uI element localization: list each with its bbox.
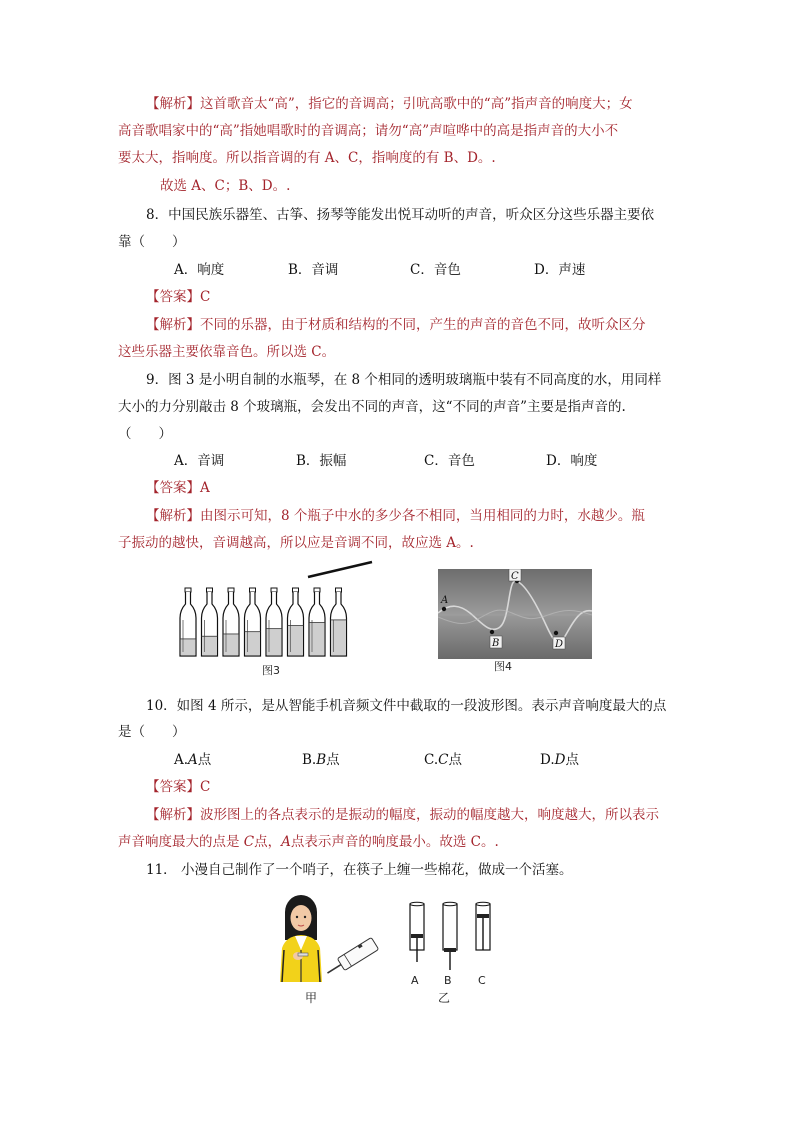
q10-answer: 【答案】C [146, 779, 211, 795]
q8-option-c: C．音色 [410, 262, 461, 278]
label-jia: 甲 [305, 991, 318, 1005]
q11-stem: 11． 小漫自己制作了一个哨子，在筷子上缠一些棉花，做成一个活塞。 [146, 862, 573, 878]
piston [411, 934, 423, 938]
bottle [180, 588, 196, 656]
q7-analysis-line-1: 【解析】这首歌音太“高”，指它的音调高；引吭高歌中的“高”指声音的响度大；女 [146, 96, 633, 112]
girl-eye-left [296, 916, 298, 918]
figure-4-waveform [438, 569, 592, 659]
chopstick [327, 965, 341, 973]
q9-stem-line-3: （ ） [118, 426, 172, 442]
q7-conclusion: 故选 A、C；B、D。. [160, 178, 291, 194]
q8-option-d: D．声速 [534, 262, 586, 278]
figure-jia-girl-with-whistle [276, 890, 386, 986]
bottle [266, 588, 282, 656]
q8-analysis-line-2: 这些乐器主要依靠音色。所以选 C。 [118, 344, 336, 360]
q9-option-c: C．音色 [424, 453, 475, 469]
q10-option-a: A.A点 [174, 752, 212, 768]
tube-label-b: B [444, 974, 452, 987]
q10-analysis-line-1: 【解析】波形图上的各点表示的是振动的幅度，振动的幅度越大，响度越大，所以表示 [146, 807, 659, 823]
q7-analysis-line-3: 要太大，指响度。所以指音调的有 A、C，指响度的有 B、D。. [118, 150, 496, 166]
wave-label-c: C [511, 571, 519, 582]
tube [476, 902, 490, 950]
bottle [331, 588, 347, 656]
q7-analysis-line-2: 高音歌唱家中的“高”指她唱歌时的音调高；请勿“高”声喧哗中的高是指声音的大小不 [118, 123, 619, 139]
girl-eye-right [304, 916, 306, 918]
whistle-tube [337, 937, 378, 970]
q10-option-d: D.D点 [540, 752, 579, 768]
q8-option-b: B．音调 [288, 262, 339, 278]
q9-analysis-line-1: 【解析】由图示可知，8 个瓶子中水的多少各不相同，当用相同的力时，水越少。瓶 [146, 508, 645, 524]
figure-3-water-bottles [176, 560, 382, 660]
whistle-small [298, 953, 308, 956]
q9-option-b: B．振幅 [296, 453, 347, 469]
q9-analysis-line-2: 子振动的越快，音调越高，所以应是音调不同，故应选 A。. [118, 535, 474, 551]
wave-point-a [442, 607, 446, 611]
q10-stem-line-2: 是（ ） [118, 724, 186, 740]
q10-stem-line-1: 10．如图 4 所示，是从智能手机音频文件中截取的一段波形图。表示声音响度最大的点 [146, 698, 667, 714]
wave-label-b: B [492, 638, 500, 649]
bottle [288, 588, 304, 656]
q8-stem-line-2: 靠（ ） [118, 234, 186, 250]
tube-label-a: A [411, 974, 419, 987]
piston [477, 914, 489, 918]
striking-stick [308, 562, 372, 577]
bottle [309, 588, 325, 656]
q9-option-d: D．响度 [546, 453, 598, 469]
q10-option-c: C.C点 [424, 752, 462, 768]
q8-option-a: A．响度 [174, 262, 225, 278]
q9-stem-line-1: 9．图 3 是小明自制的水瓶琴，在 8 个相同的透明玻璃瓶中装有不同高度的水，用同样 [146, 372, 662, 388]
bottle [245, 588, 261, 656]
bottle [223, 588, 239, 656]
piston [444, 948, 456, 952]
tube [410, 902, 424, 962]
q9-option-a: A．音调 [174, 453, 225, 469]
q9-stem-line-2: 大小的力分别敲击 8 个玻璃瓶，会发出不同的声音，这“不同的声音”主要是指声音的. [118, 399, 626, 415]
wave-point-b [490, 630, 494, 634]
q10-analysis-line-2: 声音响度最大的点是 C点，A点表示声音的响度最小。故选 C。. [118, 834, 499, 850]
q10-option-b: B.B点 [302, 752, 340, 768]
q8-answer: 【答案】C [146, 289, 211, 305]
q9-answer: 【答案】A [146, 480, 210, 496]
bottle [202, 588, 218, 656]
q8-stem-line-1: 8．中国民族乐器笙、古筝、扬琴等能发出悦耳动听的声音，听众区分这些乐器主要依 [146, 207, 655, 223]
label-yi: 乙 [438, 991, 451, 1005]
tube [443, 902, 457, 970]
analysis-tag: 【解析】 [146, 96, 200, 112]
wave-point-d [554, 631, 558, 635]
wave-label-d: D [555, 639, 564, 650]
girl-face [291, 905, 312, 931]
figure-4-caption: 图4 [494, 660, 512, 673]
figure-yi-three-tubes [402, 900, 498, 976]
q8-analysis-line-1: 【解析】不同的乐器，由于材质和结构的不同，产生的声音的音色不同，故听众区分 [146, 317, 646, 333]
wave-label-a: A [441, 595, 449, 606]
figure-3-caption: 图3 [262, 664, 280, 677]
tube-label-c: C [478, 974, 486, 987]
